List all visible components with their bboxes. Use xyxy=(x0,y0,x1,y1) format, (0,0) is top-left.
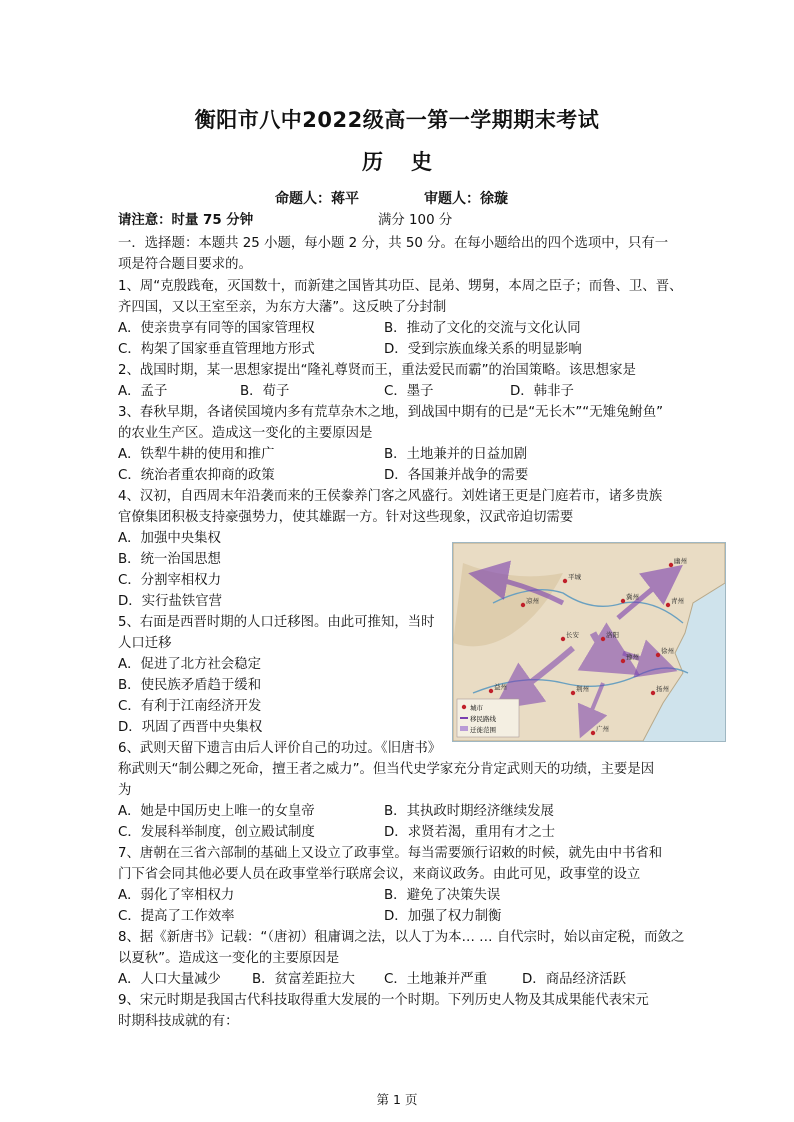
q1-option-d: D．受到宗族血缘关系的明显影响 xyxy=(384,342,582,357)
subject-title xyxy=(0,146,794,176)
city-label: 平城 xyxy=(568,573,581,581)
map-svg xyxy=(453,543,725,741)
q5-option-b: B．使民族矛盾趋于缓和 xyxy=(118,678,262,693)
q8-option-d: D．商品经济活跃 xyxy=(522,972,627,987)
city-dot xyxy=(601,637,605,641)
q3-option-a: A．铁犁牛耕的使用和推广 xyxy=(118,447,275,462)
city-dot xyxy=(591,731,595,735)
q9-stem-1: 9、宋元时期是我国古代科技取得重大发展的一个时期。下列历史人物及其成果能代表宋元 xyxy=(118,993,649,1008)
city-dot xyxy=(621,599,625,603)
legend-range: 迁徙范围 xyxy=(470,726,496,734)
city-label: 荆州 xyxy=(576,685,589,693)
q6-option-d: D．求贤若渴，重用有才之士 xyxy=(384,825,555,840)
q2-option-d: D．韩非子 xyxy=(510,384,574,399)
q6-stem-3: 为 xyxy=(118,783,132,798)
city-dot xyxy=(651,691,655,695)
city-label: 青州 xyxy=(671,597,684,605)
q5-option-c: C．有利于江南经济开发 xyxy=(118,699,262,714)
subject-char-1: 历 xyxy=(362,150,383,174)
section-instruction-2: 项是符合题目要求的。 xyxy=(118,257,252,272)
q4-option-d: D．实行盐铁官营 xyxy=(118,594,223,609)
q2-option-b: B．荀子 xyxy=(240,384,290,399)
q7-option-c: C．提高了工作效率 xyxy=(118,909,235,924)
notice-score: 满分 100 分 xyxy=(378,213,453,228)
q7-stem-2: 门下省会同其他必要人员在政事堂举行联席会议，来商议政务。由此可见，政事堂的设立 xyxy=(118,867,641,882)
q6-option-c: C．发展科举制度，创立殿试制度 xyxy=(118,825,315,840)
author: 命题人：蒋平 xyxy=(275,191,359,207)
q8-option-c: C．土地兼并严重 xyxy=(384,972,488,987)
q5-stem-2: 人口迁移 xyxy=(118,636,172,651)
city-label: 广州 xyxy=(596,725,609,733)
legend-city-dot xyxy=(462,705,466,709)
q3-option-d: D．各国兼并战争的需要 xyxy=(384,468,529,483)
page-number: 第 1 页 xyxy=(376,1092,418,1107)
legend-range-swatch xyxy=(460,726,468,731)
q4-stem-1: 4、汉初，自西周末年沿袭而来的王侯豢养门客之风盛行。刘姓诸王更是门庭若市，诸多贵族 xyxy=(118,489,663,504)
q2-option-c: C．墨子 xyxy=(384,384,434,399)
q7-option-b: B．避免了决策失误 xyxy=(384,888,501,903)
city-dot xyxy=(669,563,673,567)
city-dot xyxy=(521,603,525,607)
q1-option-a: A．使亲贵享有同等的国家管理权 xyxy=(118,321,315,336)
reviewer: 审题人：徐璇 xyxy=(424,191,508,207)
q2-option-a: A．孟子 xyxy=(118,384,168,399)
q3-option-b: B．土地兼并的日益加剧 xyxy=(384,447,528,462)
q3-stem-1: 3、春秋早期，各诸侯国境内多有荒草杂木之地，到战国中期有的已是“无长木”“无雉兔鲋鱼” xyxy=(118,405,664,420)
city-label: 豫州 xyxy=(626,653,639,661)
population-migration-map xyxy=(452,542,726,742)
legend-city: 城市 xyxy=(470,704,483,712)
q6-stem-2: 称武则天“制公卿之死命，擅王者之威力”。但当代史学家充分肯定武则天的功绩，主要是因 xyxy=(118,762,655,777)
city-dot xyxy=(621,659,625,663)
q4-option-b: B．统一治国思想 xyxy=(118,552,221,567)
q6-option-b: B．其执政时期经济继续发展 xyxy=(384,804,554,819)
q3-option-c: C．统治者重农抑商的政策 xyxy=(118,468,275,483)
city-label: 凉州 xyxy=(526,597,539,605)
city-label: 扬州 xyxy=(656,685,669,693)
q2-stem: 2、战国时期，某一思想家提出“隆礼尊贤而王，重法爱民而霸”的治国策略。该思想家是 xyxy=(118,363,636,378)
q8-option-b: B．贫富差距拉大 xyxy=(252,972,355,987)
q7-option-a: A．弱化了宰相权力 xyxy=(118,888,235,903)
q8-option-a: A．人口大量减少 xyxy=(118,972,221,987)
city-label: 长安 xyxy=(566,631,579,639)
q7-option-d: D．加强了权力制衡 xyxy=(384,909,502,924)
q3-stem-2: 的农业生产区。造成这一变化的主要原因是 xyxy=(118,426,373,441)
q4-option-c: C．分割宰相权力 xyxy=(118,573,222,588)
q1-stem-2: 齐四国，又以王室至亲，为东方大藩”。这反映了分封制 xyxy=(118,300,447,315)
q8-stem-2: 以夏秋”。造成这一变化的主要原因是 xyxy=(118,951,340,966)
city-dot xyxy=(666,603,670,607)
q9-stem-2: 时期科技成就的有： xyxy=(118,1014,239,1029)
city-dot xyxy=(571,691,575,695)
city-label: 益州 xyxy=(494,683,507,691)
city-dot xyxy=(489,689,493,693)
city-label: 幽州 xyxy=(674,557,687,565)
q6-stem-1: 6、武则天留下遗言由后人评价自己的功过。《旧唐书》 xyxy=(118,741,442,756)
section-instruction-1: 一．选择题：本题共 25 小题，每小题 2 分，共 50 分。在每小题给出的四个选项中，只有一 xyxy=(118,236,669,251)
city-dot xyxy=(656,653,660,657)
subject-char-2: 史 xyxy=(411,150,432,174)
city-dot xyxy=(563,579,567,583)
city-label: 洛阳 xyxy=(606,631,619,639)
legend-route: 移民路线 xyxy=(470,715,496,723)
city-label: 冀州 xyxy=(626,593,639,601)
exam-title: 衡阳市八中2022级高一第一学期期末考试 xyxy=(194,108,600,132)
q1-stem-1: 1、周“克殷践奄，灭国数十，而新建之国皆其功臣、昆弟、甥舅，本周之臣子；而鲁、卫、晋、 xyxy=(118,279,683,294)
q5-stem-1: 5、右面是西晋时期的人口迁移图。由此可推知，当时 xyxy=(118,615,435,630)
q1-option-c: C．构架了国家垂直管理地方形式 xyxy=(118,342,315,357)
notice-time: 请注意：时量 75 分钟 xyxy=(118,213,254,228)
q5-option-d: D．巩固了西晋中央集权 xyxy=(118,720,263,735)
q4-option-a: A．加强中央集权 xyxy=(118,531,221,546)
city-dot xyxy=(561,637,565,641)
city-label: 徐州 xyxy=(661,647,674,655)
q1-option-b: B．推动了文化的交流与文化认同 xyxy=(384,321,581,336)
q7-stem-1: 7、唐朝在三省六部制的基础上又设立了政事堂。每当需要颁行诏敕的时候，就先由中书省和 xyxy=(118,846,663,861)
q6-option-a: A．她是中国历史上唯一的女皇帝 xyxy=(118,804,315,819)
q4-stem-2: 官僚集团积极支持豪强势力，使其雄踞一方。针对这些现象，汉武帝迫切需要 xyxy=(118,510,574,525)
q5-option-a: A．促进了北方社会稳定 xyxy=(118,657,262,672)
q8-stem-1: 8、据《新唐书》记载：“（唐初）租庸调之法，以人丁为本… … 自代宗时，始以亩定税，而敛之 xyxy=(118,930,685,945)
